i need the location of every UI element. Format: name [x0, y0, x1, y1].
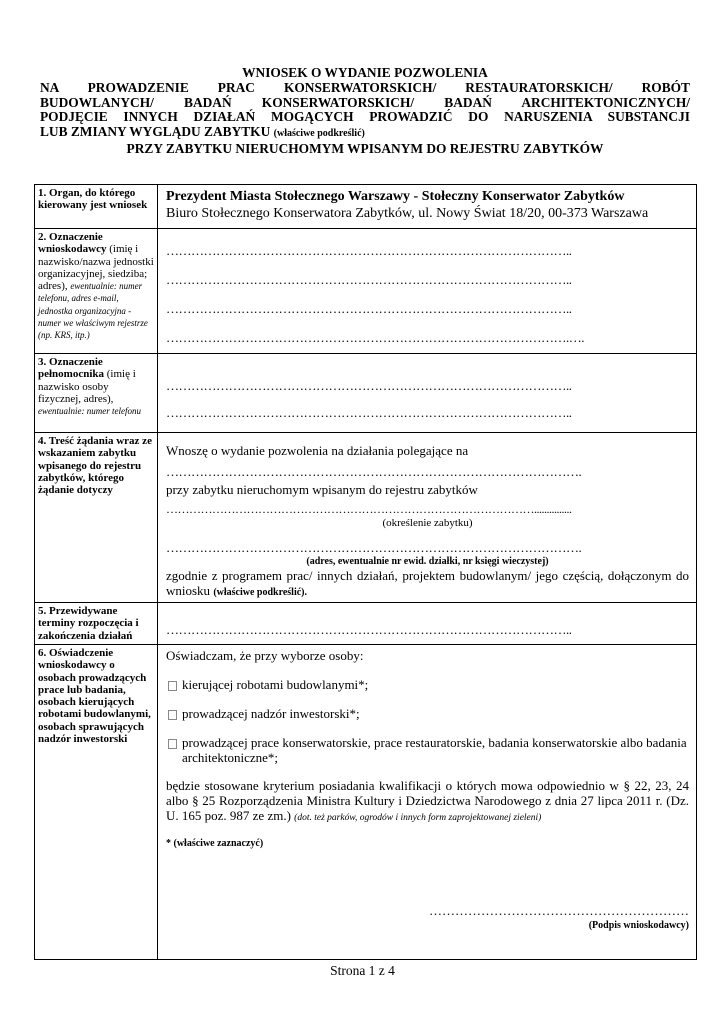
row-dates-label: 5. Przewidywane terminy rozpoczęcia i zakończenia działań [35, 603, 158, 645]
header-line-2: NA PROWADZENIE PRAC KONSERWATORSKICH/ RESTAURATORSKICH/ ROBÓT [40, 79, 690, 95]
applicant-label-note: (imię i nazwisko/nazwa jednostki organizacyjnej, siedziba; adres), [38, 243, 154, 293]
row-attorney-content[interactable] [158, 354, 697, 433]
request-dots-3[interactable]: ………………………………………………………………………………………. [166, 540, 582, 555]
request-intro: Wnoszę o wydanie pozwolenia na działania polegające na [166, 443, 469, 458]
option-construction-manager-label: kierującej robotami budowlanymi*; [182, 677, 369, 692]
request-dots-1[interactable]: ………………………………………………………………………………………. [166, 464, 582, 479]
row-authority-content [158, 185, 697, 229]
request-dots-2[interactable]: ……………………………………………………………………………………............... [166, 502, 572, 516]
page-number: Strona 1 z 4 [330, 963, 395, 978]
option-conservation-works-label: prowadzącej prace konserwatorskie, prace restauratorskie, badania konserwatorskie albo badania architektoniczne*; [182, 735, 687, 765]
application-form-table [34, 184, 697, 960]
header-line-5 [40, 125, 690, 142]
header-line-4: PODJĘCIE INNYCH DZIAŁAŃ MOGĄCYCH PROWADZIĆ DO NARUSZENIA SUBSTANCJI [40, 109, 690, 125]
attorney-label-title: 3. Oznaczenie pełnomocnika [38, 356, 105, 381]
row-request [35, 433, 697, 603]
declaration-footnote: * (właściwe zaznaczyć) [166, 838, 264, 849]
authority-office: Biuro Stołecznego Konserwatora Zabytków, ul. Nowy Świat 18/20, 00-373 Warszawa [166, 206, 649, 221]
row-applicant [35, 229, 697, 354]
declaration-intro: Oświadczam, że przy wyborze osoby: [166, 648, 364, 663]
declaration-criterion-text: będzie stosowane kryterium posiadania kwalifikacji o których mowa odpowiednio w § 22, 23, 24 albo § 25 Rozporządzenia Ministra Kultury i Dziedzictwa Narodowego z dnia 27 lipca 2011 r. (Dz. U. 165 poz. 987 ze zm.) [166, 778, 689, 823]
attorney-label-note: (imię i nazwisko osoby fizycznej, adres), [38, 368, 136, 405]
header-line-3: BUDOWLANYCH/ BADAŃ KONSERWATORSKICH/ BADAŃ ARCHITEKTONICZNYCH/ [40, 94, 690, 110]
option-investor-supervision[interactable] [166, 706, 689, 721]
row-declaration-label: 6. Oświadczenie wnioskodawcy o osobach prowadzących prace lub badania, osobach kierujących robotami budowlanymi, osobach sprawujących nadzór inwestorski [35, 645, 158, 960]
declaration-criterion [166, 778, 689, 826]
applicant-line-4[interactable]: …………………………………………………………………………………….…. [166, 330, 584, 345]
row-declaration-content [158, 645, 697, 960]
checkbox-investor-supervision[interactable] [168, 710, 177, 720]
row-applicant-label [35, 229, 158, 354]
request-caption-address: (adres, ewentualnie nr ewid. działki, nr księgi wieczystej) [306, 556, 549, 567]
option-investor-supervision-label: prowadzącej nadzór inwestorski*; [182, 706, 360, 721]
request-program-note: (właściwe podkreślić). [213, 587, 308, 598]
checkbox-conservation-works[interactable] [168, 739, 177, 749]
option-construction-manager[interactable] [166, 677, 689, 692]
header-line-5-text: LUB ZMIANY WYGLĄDU ZABYTKU [40, 124, 271, 140]
signature-label: (Podpis wnioskodawcy) [588, 920, 689, 931]
request-monument-text: przy zabytku nieruchomym wpisanym do rejestru zabytków [166, 482, 478, 497]
request-caption-monument: (określenie zabytku) [382, 517, 473, 529]
option-conservation-works[interactable] [166, 735, 689, 765]
applicant-line-2[interactable]: …………………………………………………………………………………….. [166, 272, 572, 287]
authority-name: Prezydent Miasta Stołecznego Warszawy - Stołeczny Konserwator Zabytków [166, 189, 625, 204]
attorney-line-1[interactable]: …………………………………………………………………………………….. [166, 378, 572, 393]
row-authority-label: 1. Organ, do którego kierowany jest wniosek [35, 185, 158, 229]
applicant-label-title: 2. Oznaczenie wnioskodawcy [38, 231, 107, 256]
attorney-label-italic: ewentualnie: numer telefonu [38, 406, 141, 417]
dates-line[interactable]: …………………………………………………………………………………….. [166, 622, 572, 637]
applicant-line-1[interactable]: …………………………………………………………………………………….. [166, 243, 572, 258]
checkbox-construction-manager[interactable] [168, 681, 177, 691]
applicant-label-italic: ewentualnie: numer telefonu, adres e-mail, jednostka organizacyjna - numer we właściwym rejestrze (np. KRS, itp.) [38, 281, 148, 341]
declaration-criterion-note: (dot. też parków, ogrodów i innych form zaprojektowanej zieleni) [294, 813, 542, 823]
row-attorney [35, 354, 697, 433]
row-attorney-label [35, 354, 158, 433]
row-applicant-content[interactable] [158, 229, 697, 354]
header-line-6: PRZY ZABYTKU NIERUCHOMYM WPISANYM DO REJESTRU ZABYTKÓW [126, 140, 604, 156]
attorney-line-2[interactable]: …………………………………………………………………………………….. [166, 405, 572, 420]
applicant-line-3[interactable]: …………………………………………………………………………………….. [166, 301, 572, 316]
row-authority [35, 185, 697, 229]
row-request-content [158, 433, 697, 603]
header-line-5-note: (właściwe podkreślić) [273, 128, 365, 140]
row-request-label: 4. Treść żądania wraz ze wskazaniem zabytku wpisanego do rejestru zabytków, którego żądanie dotyczy [35, 433, 158, 603]
row-dates [35, 603, 697, 645]
row-declaration [35, 645, 697, 960]
row-dates-content[interactable] [158, 603, 697, 645]
request-program-text [166, 568, 689, 600]
header-line-1: WNIOSEK O WYDANIE POZWOLENIA [242, 65, 488, 80]
form-header [40, 66, 690, 157]
signature-line[interactable]: …………………………………………………… [429, 903, 689, 918]
request-program-main: zgodnie z programem prac/ innych działań, projektem budowlanym/ jego częścią, dołączonym do wniosku [166, 568, 689, 598]
